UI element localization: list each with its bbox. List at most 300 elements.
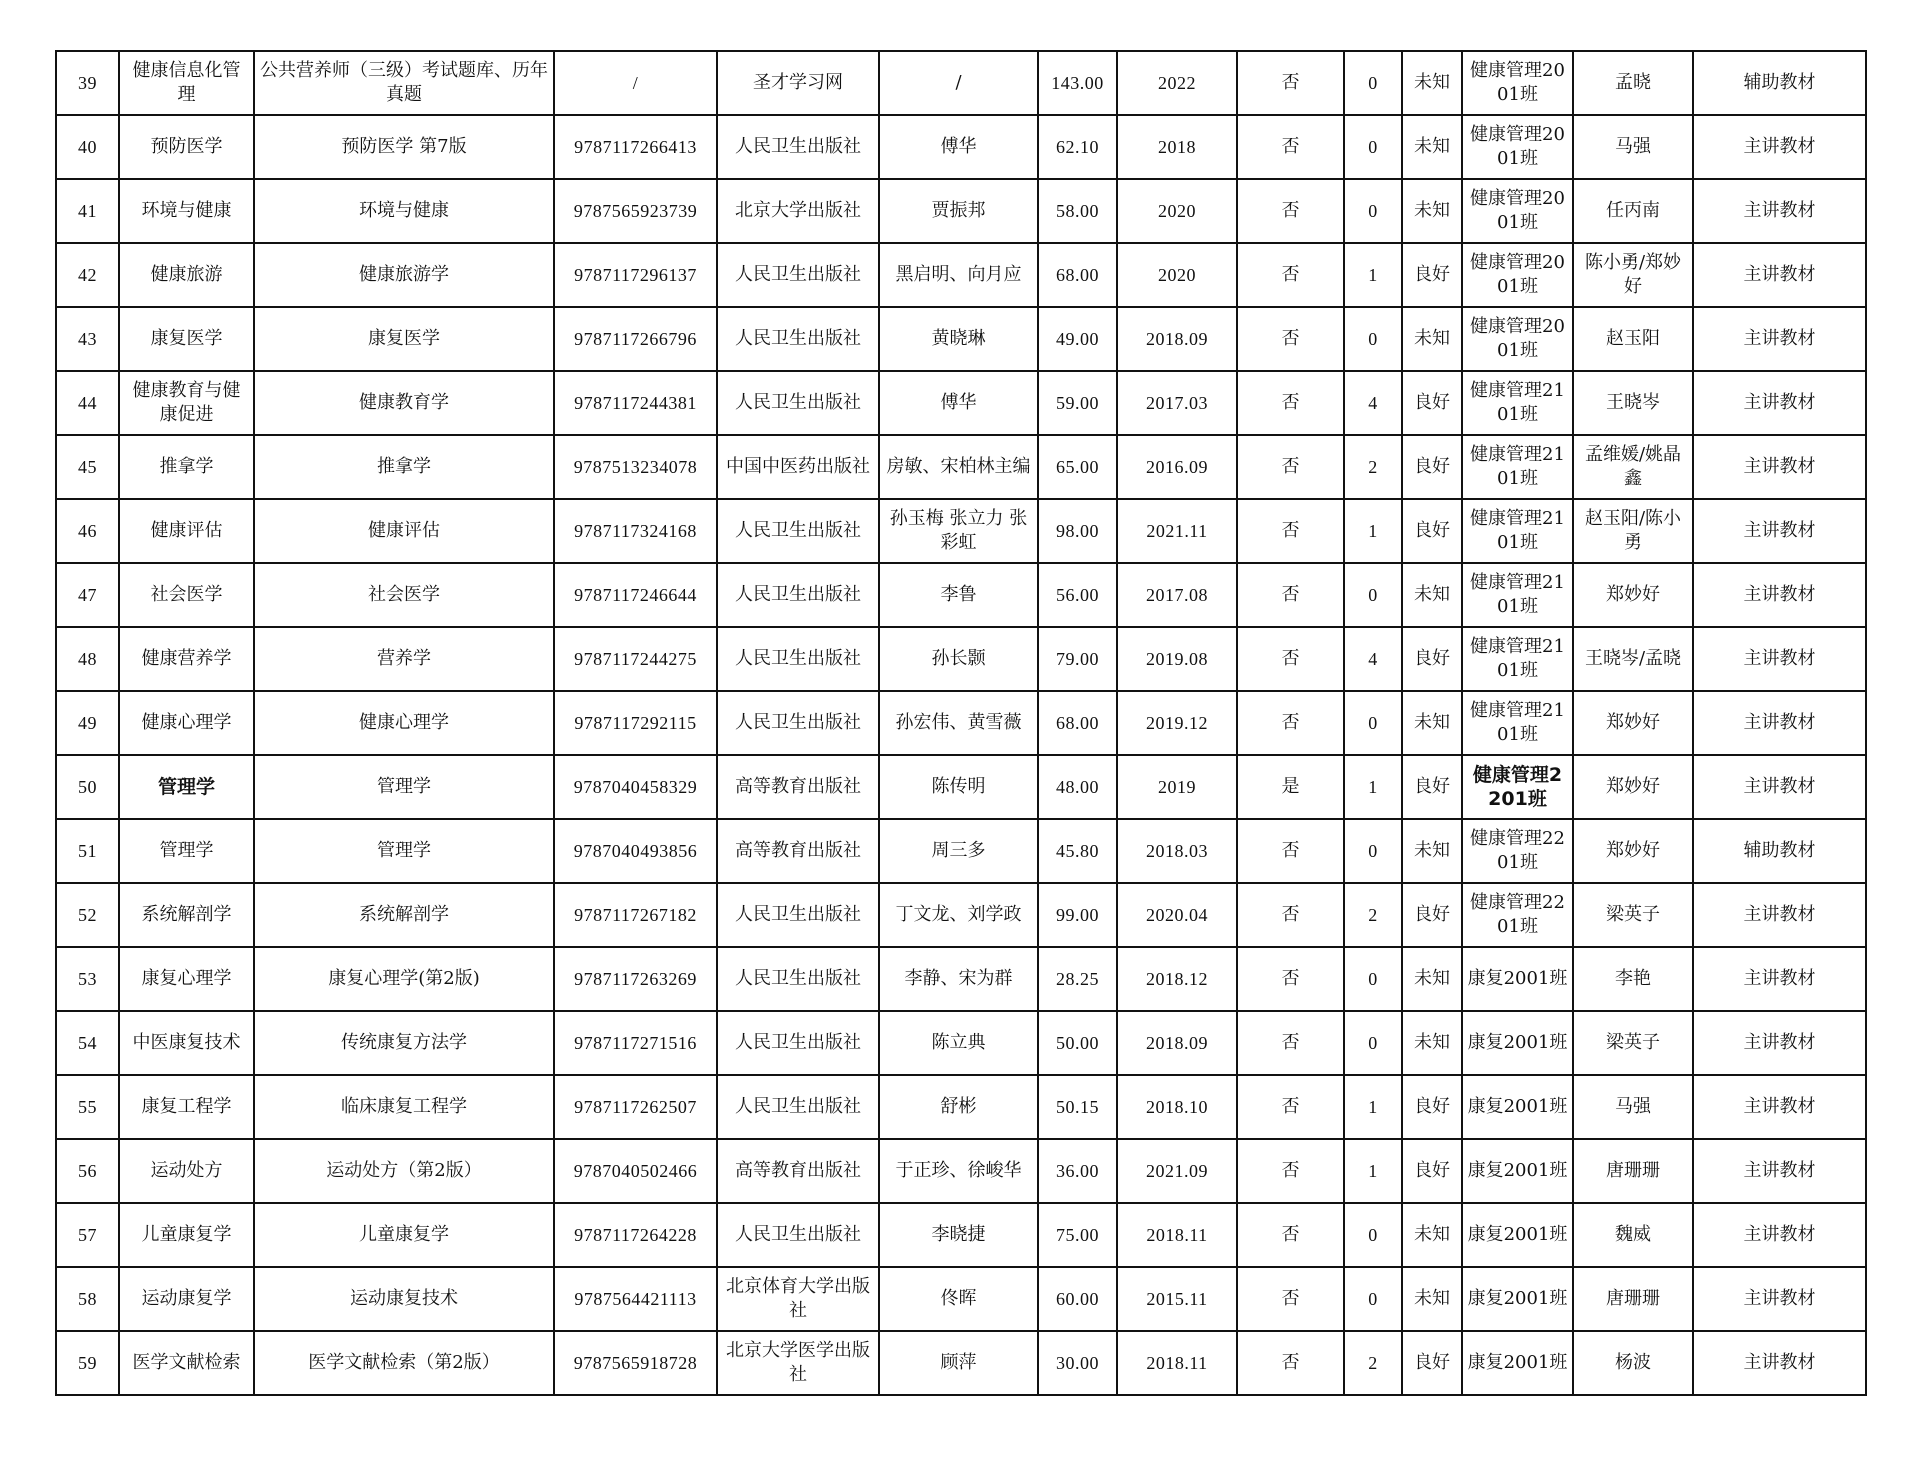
award-flag-cell: 是: [1237, 755, 1344, 819]
isbn-cell: /: [554, 51, 717, 115]
award-flag-cell: 否: [1237, 499, 1344, 563]
textbook-type-cell: 主讲教材: [1693, 435, 1866, 499]
count-cell: 2: [1344, 1331, 1402, 1395]
count-cell: 0: [1344, 307, 1402, 371]
price-cell: 36.00: [1038, 1139, 1117, 1203]
count-cell: 0: [1344, 1011, 1402, 1075]
isbn-cell: 9787564421113: [554, 1267, 717, 1331]
author-cell: 舒彬: [879, 1075, 1038, 1139]
table-body: [56, 51, 1866, 1395]
textbook-title-cell: 管理学: [254, 819, 554, 883]
teacher-cell: 孟维媛/姚晶鑫: [1573, 435, 1693, 499]
publisher-cell: 人民卫生出版社: [717, 1075, 879, 1139]
award-flag-cell: 否: [1237, 51, 1344, 115]
award-flag-cell: 否: [1237, 819, 1344, 883]
textbook-type-cell: 主讲教材: [1693, 627, 1866, 691]
row-number-cell: 48: [56, 627, 119, 691]
table-row: [56, 1011, 1866, 1075]
author-cell: 顾萍: [879, 1331, 1038, 1395]
class-cell: 健康管理2001班: [1462, 179, 1573, 243]
publisher-cell: 北京体育大学出版社: [717, 1267, 879, 1331]
textbook-type-cell: 主讲教材: [1693, 1075, 1866, 1139]
teacher-cell: 郑妙好: [1573, 563, 1693, 627]
class-cell: 健康管理2001班: [1462, 51, 1573, 115]
table-row: [56, 371, 1866, 435]
author-cell: 孙宏伟、黄雪薇: [879, 691, 1038, 755]
award-flag-cell: 否: [1237, 179, 1344, 243]
isbn-cell: 9787117266796: [554, 307, 717, 371]
count-cell: 4: [1344, 627, 1402, 691]
evaluation-cell: 良好: [1402, 371, 1462, 435]
publication-year-cell: 2020: [1117, 179, 1237, 243]
textbook-type-cell: 主讲教材: [1693, 883, 1866, 947]
evaluation-cell: 良好: [1402, 883, 1462, 947]
publication-year-cell: 2021.09: [1117, 1139, 1237, 1203]
course-name-cell: 运动处方: [119, 1139, 254, 1203]
textbook-title-cell: 健康旅游学: [254, 243, 554, 307]
course-name-cell: 康复医学: [119, 307, 254, 371]
isbn-cell: 9787117271516: [554, 1011, 717, 1075]
isbn-cell: 9787117266413: [554, 115, 717, 179]
isbn-cell: 9787040458329: [554, 755, 717, 819]
count-cell: 0: [1344, 179, 1402, 243]
price-cell: 30.00: [1038, 1331, 1117, 1395]
class-cell: 健康管理2101班: [1462, 691, 1573, 755]
publication-year-cell: 2021.11: [1117, 499, 1237, 563]
price-cell: 98.00: [1038, 499, 1117, 563]
publication-year-cell: 2019.12: [1117, 691, 1237, 755]
author-cell: 黄晓琳: [879, 307, 1038, 371]
publisher-cell: 人民卫生出版社: [717, 947, 879, 1011]
teacher-cell: 唐珊珊: [1573, 1267, 1693, 1331]
award-flag-cell: 否: [1237, 947, 1344, 1011]
publication-year-cell: 2018.10: [1117, 1075, 1237, 1139]
course-name-cell: 预防医学: [119, 115, 254, 179]
evaluation-cell: 未知: [1402, 691, 1462, 755]
publication-year-cell: 2019.08: [1117, 627, 1237, 691]
author-cell: 黑启明、向月应: [879, 243, 1038, 307]
teacher-cell: 魏威: [1573, 1203, 1693, 1267]
textbook-title-cell: 环境与健康: [254, 179, 554, 243]
course-name-cell: 推拿学: [119, 435, 254, 499]
table-row: [56, 1267, 1866, 1331]
course-name-cell: 管理学: [119, 819, 254, 883]
count-cell: 0: [1344, 1203, 1402, 1267]
evaluation-cell: 良好: [1402, 1075, 1462, 1139]
price-cell: 62.10: [1038, 115, 1117, 179]
isbn-cell: 9787117296137: [554, 243, 717, 307]
row-number-cell: 59: [56, 1331, 119, 1395]
price-cell: 68.00: [1038, 691, 1117, 755]
row-number-cell: 39: [56, 51, 119, 115]
evaluation-cell: 良好: [1402, 755, 1462, 819]
teacher-cell: 马强: [1573, 1075, 1693, 1139]
course-name-cell: 健康信息化管理: [119, 51, 254, 115]
class-cell: 康复2001班: [1462, 1267, 1573, 1331]
award-flag-cell: 否: [1237, 883, 1344, 947]
teacher-cell: 王晓岑/孟晓: [1573, 627, 1693, 691]
class-cell: 康复2001班: [1462, 1203, 1573, 1267]
award-flag-cell: 否: [1237, 115, 1344, 179]
textbook-title-cell: 社会医学: [254, 563, 554, 627]
textbook-title-cell: 运动处方（第2版）: [254, 1139, 554, 1203]
textbook-type-cell: 主讲教材: [1693, 115, 1866, 179]
author-cell: 李晓捷: [879, 1203, 1038, 1267]
isbn-cell: 9787117246644: [554, 563, 717, 627]
table-row: [56, 179, 1866, 243]
class-cell: 康复2001班: [1462, 1139, 1573, 1203]
class-cell: 健康管理2001班: [1462, 307, 1573, 371]
class-cell: 健康管理2101班: [1462, 563, 1573, 627]
row-number-cell: 44: [56, 371, 119, 435]
row-number-cell: 42: [56, 243, 119, 307]
publication-year-cell: 2020.04: [1117, 883, 1237, 947]
table-row: [56, 947, 1866, 1011]
teacher-cell: 任丙南: [1573, 179, 1693, 243]
award-flag-cell: 否: [1237, 1011, 1344, 1075]
author-cell: 孙玉梅 张立力 张彩虹: [879, 499, 1038, 563]
author-cell: 贾振邦: [879, 179, 1038, 243]
price-cell: 50.15: [1038, 1075, 1117, 1139]
course-name-cell: 社会医学: [119, 563, 254, 627]
row-number-cell: 49: [56, 691, 119, 755]
count-cell: 2: [1344, 435, 1402, 499]
count-cell: 2: [1344, 883, 1402, 947]
textbook-type-cell: 主讲教材: [1693, 691, 1866, 755]
class-cell: 健康管理2001班: [1462, 243, 1573, 307]
teacher-cell: 杨波: [1573, 1331, 1693, 1395]
class-cell: 康复2001班: [1462, 1075, 1573, 1139]
textbook-type-cell: 辅助教材: [1693, 819, 1866, 883]
row-number-cell: 52: [56, 883, 119, 947]
publisher-cell: 人民卫生出版社: [717, 563, 879, 627]
evaluation-cell: 未知: [1402, 947, 1462, 1011]
textbook-type-cell: 主讲教材: [1693, 307, 1866, 371]
row-number-cell: 58: [56, 1267, 119, 1331]
row-number-cell: 41: [56, 179, 119, 243]
isbn-cell: 9787117324168: [554, 499, 717, 563]
course-name-cell: 健康旅游: [119, 243, 254, 307]
count-cell: 0: [1344, 819, 1402, 883]
textbook-title-cell: 管理学: [254, 755, 554, 819]
author-cell: 傅华: [879, 115, 1038, 179]
textbook-title-cell: 康复心理学(第2版): [254, 947, 554, 1011]
textbook-type-cell: 主讲教材: [1693, 1139, 1866, 1203]
award-flag-cell: 否: [1237, 1331, 1344, 1395]
textbook-title-cell: 系统解剖学: [254, 883, 554, 947]
award-flag-cell: 否: [1237, 691, 1344, 755]
textbook-table-page: [55, 50, 1857, 1396]
row-number-cell: 43: [56, 307, 119, 371]
publication-year-cell: 2018.11: [1117, 1203, 1237, 1267]
publication-year-cell: 2022: [1117, 51, 1237, 115]
author-cell: 孙长颢: [879, 627, 1038, 691]
author-cell: 李静、宋为群: [879, 947, 1038, 1011]
teacher-cell: 梁英子: [1573, 1011, 1693, 1075]
class-cell: 健康管理2001班: [1462, 115, 1573, 179]
evaluation-cell: 未知: [1402, 563, 1462, 627]
table-row: [56, 819, 1866, 883]
publication-year-cell: 2018: [1117, 115, 1237, 179]
publisher-cell: 圣才学习网: [717, 51, 879, 115]
course-name-cell: 康复工程学: [119, 1075, 254, 1139]
table-row: [56, 1203, 1866, 1267]
table-row: [56, 115, 1866, 179]
row-number-cell: 40: [56, 115, 119, 179]
textbook-table: [55, 50, 1867, 1396]
publisher-cell: 人民卫生出版社: [717, 307, 879, 371]
publication-year-cell: 2017.03: [1117, 371, 1237, 435]
course-name-cell: 健康心理学: [119, 691, 254, 755]
row-number-cell: 50: [56, 755, 119, 819]
price-cell: 56.00: [1038, 563, 1117, 627]
isbn-cell: 9787117267182: [554, 883, 717, 947]
price-cell: 143.00: [1038, 51, 1117, 115]
row-number-cell: 47: [56, 563, 119, 627]
textbook-title-cell: 运动康复技术: [254, 1267, 554, 1331]
count-cell: 1: [1344, 243, 1402, 307]
isbn-cell: 9787117244381: [554, 371, 717, 435]
isbn-cell: 9787565923739: [554, 179, 717, 243]
teacher-cell: 李艳: [1573, 947, 1693, 1011]
price-cell: 28.25: [1038, 947, 1117, 1011]
textbook-title-cell: 临床康复工程学: [254, 1075, 554, 1139]
textbook-type-cell: 主讲教材: [1693, 947, 1866, 1011]
author-cell: /: [879, 51, 1038, 115]
textbook-title-cell: 儿童康复学: [254, 1203, 554, 1267]
author-cell: 李鲁: [879, 563, 1038, 627]
price-cell: 48.00: [1038, 755, 1117, 819]
course-name-cell: 系统解剖学: [119, 883, 254, 947]
author-cell: 陈立典: [879, 1011, 1038, 1075]
publication-year-cell: 2018.11: [1117, 1331, 1237, 1395]
course-name-cell: 儿童康复学: [119, 1203, 254, 1267]
count-cell: 0: [1344, 691, 1402, 755]
textbook-title-cell: 康复医学: [254, 307, 554, 371]
publisher-cell: 人民卫生出版社: [717, 1203, 879, 1267]
teacher-cell: 梁英子: [1573, 883, 1693, 947]
award-flag-cell: 否: [1237, 1203, 1344, 1267]
award-flag-cell: 否: [1237, 563, 1344, 627]
count-cell: 0: [1344, 1267, 1402, 1331]
award-flag-cell: 否: [1237, 307, 1344, 371]
textbook-title-cell: 传统康复方法学: [254, 1011, 554, 1075]
row-number-cell: 53: [56, 947, 119, 1011]
publisher-cell: 北京大学出版社: [717, 179, 879, 243]
price-cell: 60.00: [1038, 1267, 1117, 1331]
table-row: [56, 1331, 1866, 1395]
class-cell: 健康管理2201班: [1462, 755, 1573, 819]
publication-year-cell: 2016.09: [1117, 435, 1237, 499]
count-cell: 1: [1344, 1075, 1402, 1139]
publisher-cell: 高等教育出版社: [717, 1139, 879, 1203]
class-cell: 健康管理2201班: [1462, 819, 1573, 883]
award-flag-cell: 否: [1237, 1267, 1344, 1331]
course-name-cell: 运动康复学: [119, 1267, 254, 1331]
textbook-type-cell: 主讲教材: [1693, 1267, 1866, 1331]
course-name-cell: 健康教育与健康促进: [119, 371, 254, 435]
publication-year-cell: 2018.09: [1117, 307, 1237, 371]
teacher-cell: 陈小勇/郑妙好: [1573, 243, 1693, 307]
price-cell: 58.00: [1038, 179, 1117, 243]
award-flag-cell: 否: [1237, 1075, 1344, 1139]
row-number-cell: 57: [56, 1203, 119, 1267]
author-cell: 周三多: [879, 819, 1038, 883]
course-name-cell: 医学文献检索: [119, 1331, 254, 1395]
isbn-cell: 9787117292115: [554, 691, 717, 755]
class-cell: 健康管理2201班: [1462, 883, 1573, 947]
teacher-cell: 郑妙好: [1573, 819, 1693, 883]
publisher-cell: 高等教育出版社: [717, 755, 879, 819]
textbook-title-cell: 医学文献检索（第2版）: [254, 1331, 554, 1395]
textbook-title-cell: 健康评估: [254, 499, 554, 563]
evaluation-cell: 良好: [1402, 243, 1462, 307]
table-row: [56, 883, 1866, 947]
isbn-cell: 9787117263269: [554, 947, 717, 1011]
teacher-cell: 赵玉阳: [1573, 307, 1693, 371]
table-row: [56, 755, 1866, 819]
isbn-cell: 9787513234078: [554, 435, 717, 499]
evaluation-cell: 良好: [1402, 627, 1462, 691]
publication-year-cell: 2018.09: [1117, 1011, 1237, 1075]
author-cell: 房敏、宋柏林主编: [879, 435, 1038, 499]
teacher-cell: 唐珊珊: [1573, 1139, 1693, 1203]
award-flag-cell: 否: [1237, 371, 1344, 435]
teacher-cell: 赵玉阳/陈小勇: [1573, 499, 1693, 563]
publication-year-cell: 2018.12: [1117, 947, 1237, 1011]
table-row: [56, 691, 1866, 755]
count-cell: 0: [1344, 947, 1402, 1011]
textbook-title-cell: 健康教育学: [254, 371, 554, 435]
class-cell: 康复2001班: [1462, 947, 1573, 1011]
price-cell: 59.00: [1038, 371, 1117, 435]
row-number-cell: 45: [56, 435, 119, 499]
price-cell: 45.80: [1038, 819, 1117, 883]
row-number-cell: 51: [56, 819, 119, 883]
textbook-type-cell: 辅助教材: [1693, 51, 1866, 115]
publication-year-cell: 2017.08: [1117, 563, 1237, 627]
textbook-type-cell: 主讲教材: [1693, 371, 1866, 435]
author-cell: 丁文龙、刘学政: [879, 883, 1038, 947]
course-name-cell: 健康评估: [119, 499, 254, 563]
publisher-cell: 人民卫生出版社: [717, 243, 879, 307]
textbook-type-cell: 主讲教材: [1693, 1203, 1866, 1267]
class-cell: 健康管理2101班: [1462, 627, 1573, 691]
publication-year-cell: 2018.03: [1117, 819, 1237, 883]
count-cell: 0: [1344, 115, 1402, 179]
count-cell: 1: [1344, 499, 1402, 563]
table-row: [56, 563, 1866, 627]
evaluation-cell: 良好: [1402, 499, 1462, 563]
count-cell: 0: [1344, 563, 1402, 627]
table-row: [56, 1075, 1866, 1139]
publisher-cell: 北京大学医学出版社: [717, 1331, 879, 1395]
row-number-cell: 56: [56, 1139, 119, 1203]
evaluation-cell: 未知: [1402, 307, 1462, 371]
class-cell: 康复2001班: [1462, 1011, 1573, 1075]
textbook-title-cell: 健康心理学: [254, 691, 554, 755]
row-number-cell: 46: [56, 499, 119, 563]
course-name-cell: 环境与健康: [119, 179, 254, 243]
author-cell: 傅华: [879, 371, 1038, 435]
evaluation-cell: 未知: [1402, 51, 1462, 115]
class-cell: 健康管理2101班: [1462, 435, 1573, 499]
evaluation-cell: 良好: [1402, 1139, 1462, 1203]
evaluation-cell: 未知: [1402, 1267, 1462, 1331]
table-row: [56, 51, 1866, 115]
textbook-type-cell: 主讲教材: [1693, 499, 1866, 563]
publisher-cell: 人民卫生出版社: [717, 371, 879, 435]
table-row: [56, 243, 1866, 307]
textbook-type-cell: 主讲教材: [1693, 1331, 1866, 1395]
teacher-cell: 郑妙好: [1573, 691, 1693, 755]
price-cell: 65.00: [1038, 435, 1117, 499]
price-cell: 49.00: [1038, 307, 1117, 371]
textbook-type-cell: 主讲教材: [1693, 1011, 1866, 1075]
count-cell: 4: [1344, 371, 1402, 435]
publisher-cell: 中国中医药出版社: [717, 435, 879, 499]
isbn-cell: 9787040502466: [554, 1139, 717, 1203]
course-name-cell: 健康营养学: [119, 627, 254, 691]
evaluation-cell: 良好: [1402, 435, 1462, 499]
price-cell: 99.00: [1038, 883, 1117, 947]
class-cell: 健康管理2101班: [1462, 371, 1573, 435]
textbook-type-cell: 主讲教材: [1693, 755, 1866, 819]
textbook-title-cell: 营养学: [254, 627, 554, 691]
textbook-type-cell: 主讲教材: [1693, 563, 1866, 627]
award-flag-cell: 否: [1237, 1139, 1344, 1203]
evaluation-cell: 未知: [1402, 115, 1462, 179]
table-row: [56, 499, 1866, 563]
publication-year-cell: 2019: [1117, 755, 1237, 819]
price-cell: 79.00: [1038, 627, 1117, 691]
publisher-cell: 高等教育出版社: [717, 819, 879, 883]
textbook-type-cell: 主讲教材: [1693, 243, 1866, 307]
evaluation-cell: 未知: [1402, 819, 1462, 883]
table-row: [56, 307, 1866, 371]
textbook-title-cell: 预防医学 第7版: [254, 115, 554, 179]
publisher-cell: 人民卫生出版社: [717, 691, 879, 755]
author-cell: 于正珍、徐峻华: [879, 1139, 1038, 1203]
table-row: [56, 435, 1866, 499]
evaluation-cell: 未知: [1402, 1203, 1462, 1267]
price-cell: 50.00: [1038, 1011, 1117, 1075]
count-cell: 0: [1344, 51, 1402, 115]
price-cell: 68.00: [1038, 243, 1117, 307]
award-flag-cell: 否: [1237, 243, 1344, 307]
count-cell: 1: [1344, 755, 1402, 819]
award-flag-cell: 否: [1237, 435, 1344, 499]
isbn-cell: 9787117262507: [554, 1075, 717, 1139]
teacher-cell: 郑妙好: [1573, 755, 1693, 819]
teacher-cell: 孟晓: [1573, 51, 1693, 115]
isbn-cell: 9787117264228: [554, 1203, 717, 1267]
publisher-cell: 人民卫生出版社: [717, 499, 879, 563]
publisher-cell: 人民卫生出版社: [717, 1011, 879, 1075]
isbn-cell: 9787040493856: [554, 819, 717, 883]
teacher-cell: 王晓岑: [1573, 371, 1693, 435]
evaluation-cell: 未知: [1402, 179, 1462, 243]
publisher-cell: 人民卫生出版社: [717, 115, 879, 179]
textbook-title-cell: 公共营养师（三级）考试题库、历年真题: [254, 51, 554, 115]
row-number-cell: 54: [56, 1011, 119, 1075]
isbn-cell: 9787565918728: [554, 1331, 717, 1395]
count-cell: 1: [1344, 1139, 1402, 1203]
course-name-cell: 康复心理学: [119, 947, 254, 1011]
price-cell: 75.00: [1038, 1203, 1117, 1267]
teacher-cell: 马强: [1573, 115, 1693, 179]
textbook-type-cell: 主讲教材: [1693, 179, 1866, 243]
